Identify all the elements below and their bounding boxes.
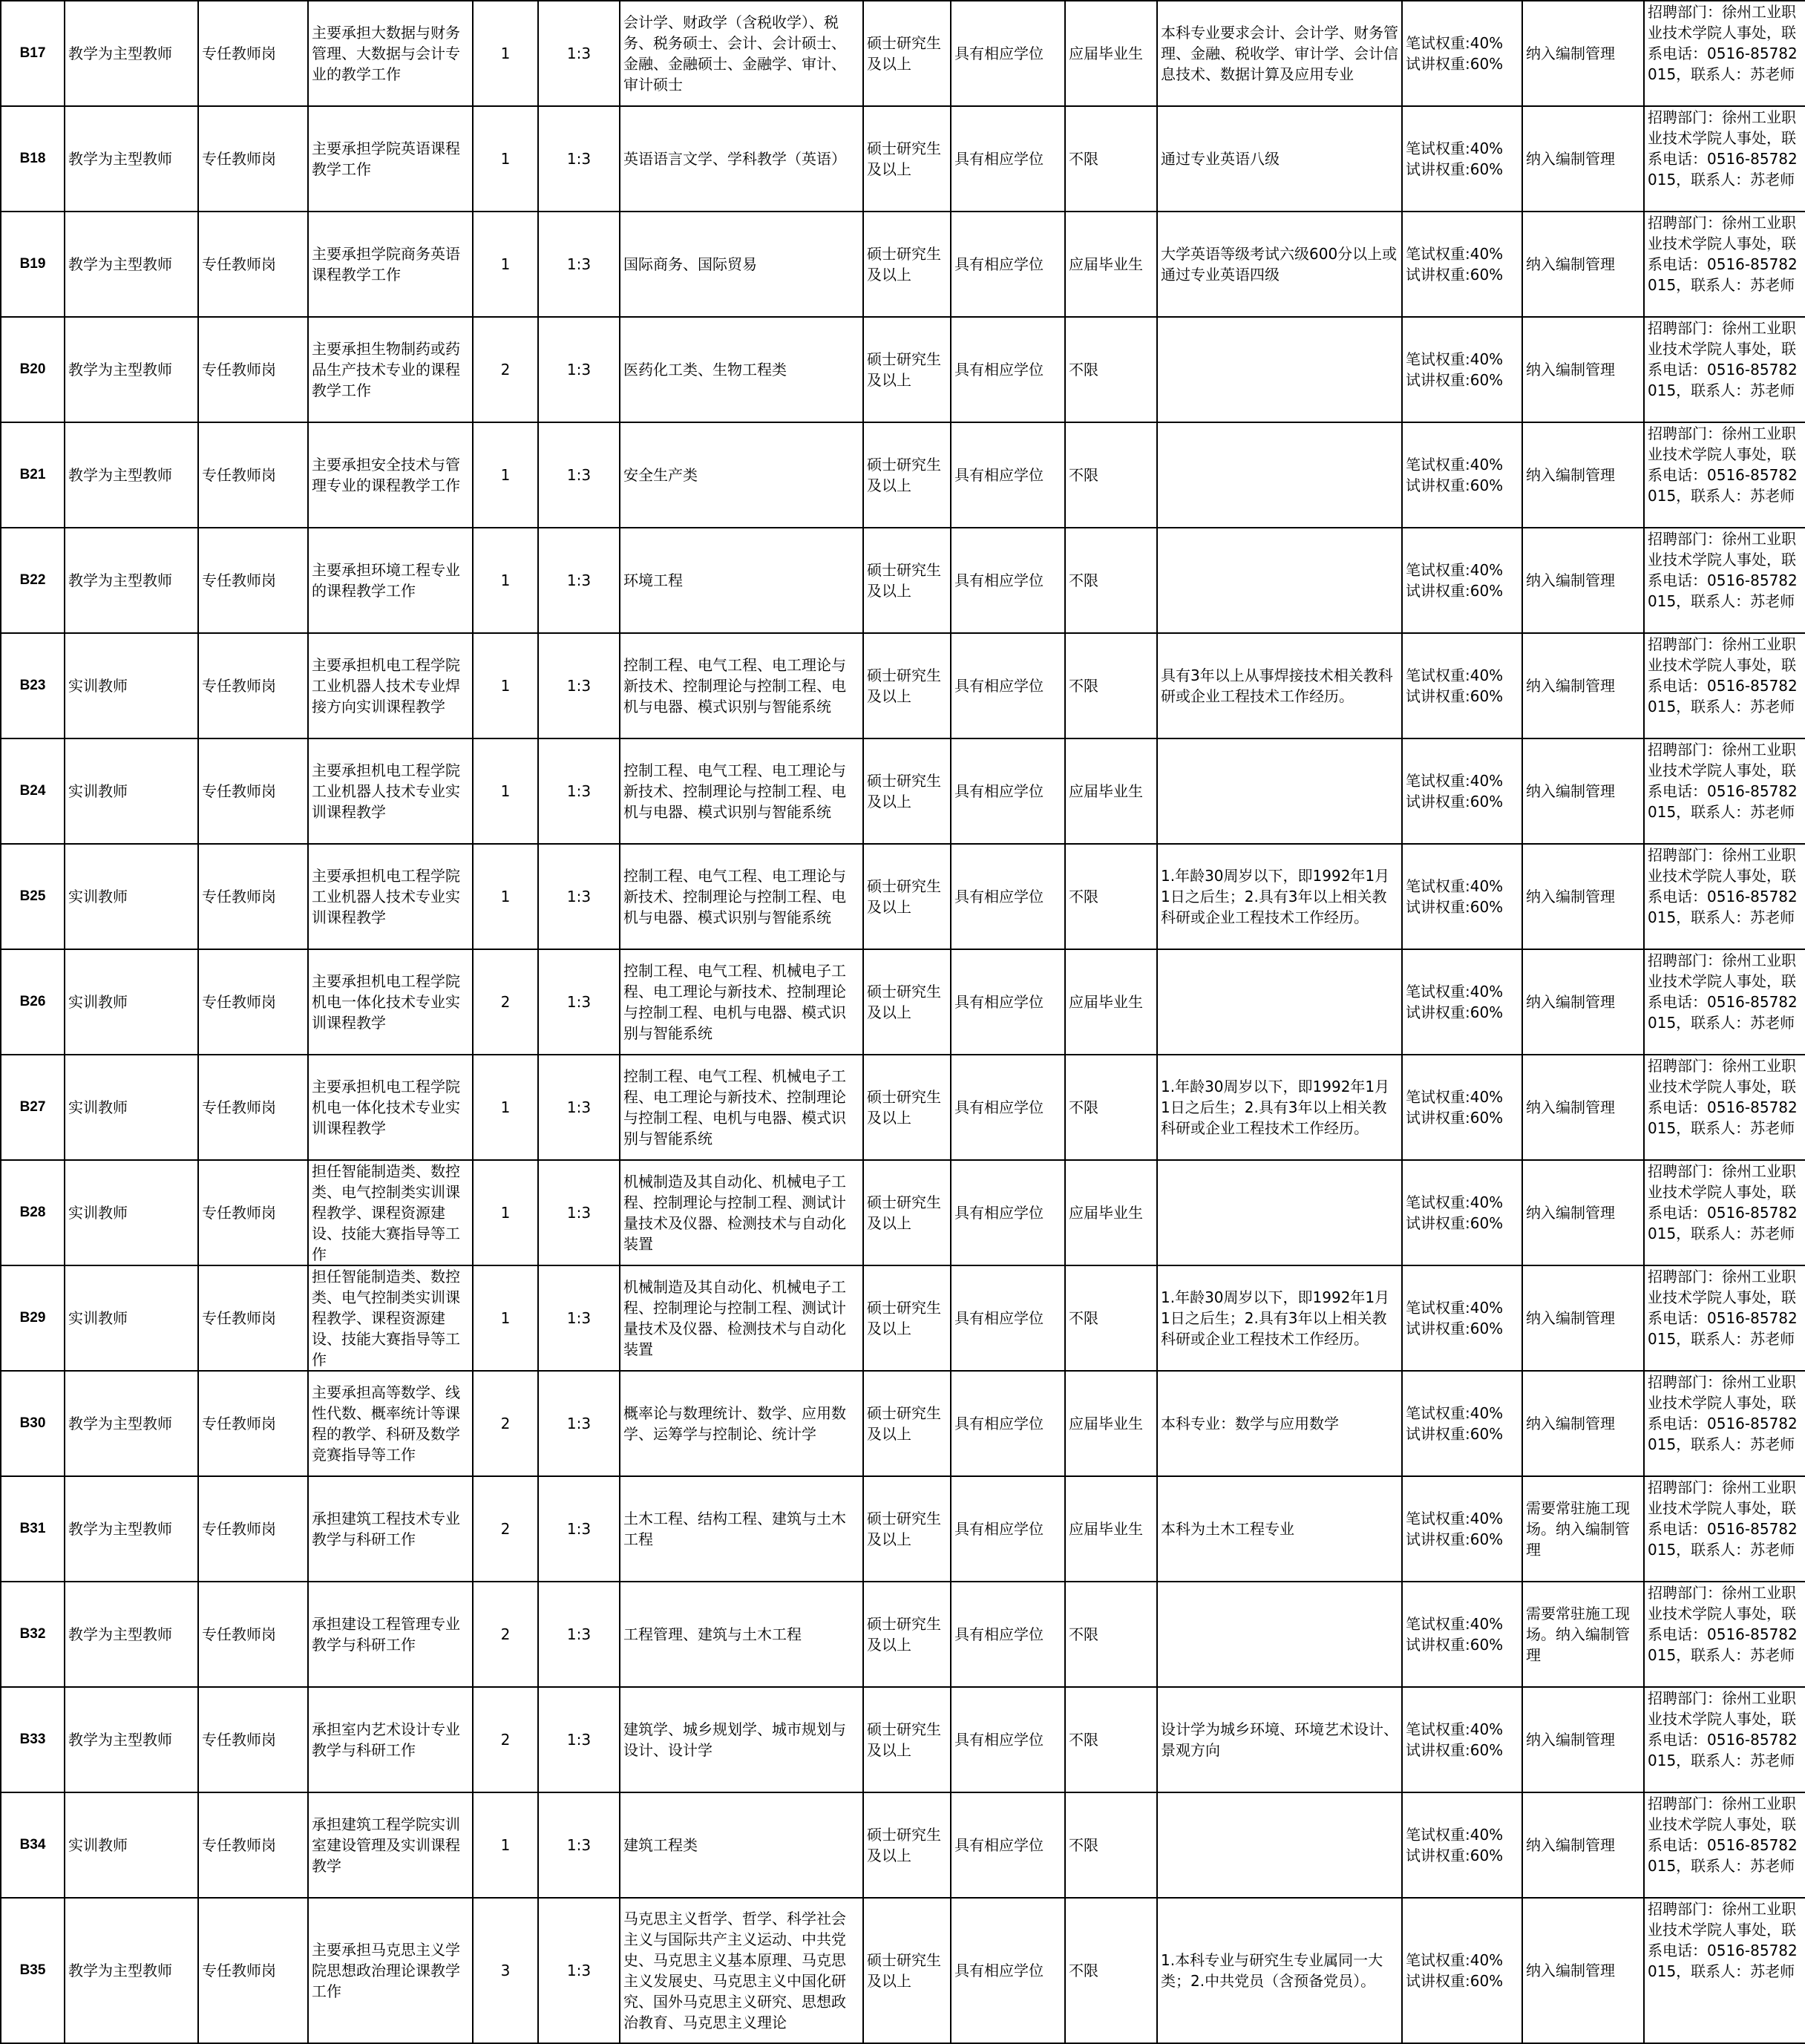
remark-cell: 纳入编制管理 — [1522, 106, 1644, 212]
degree-cell: 具有相应学位 — [951, 1898, 1065, 2043]
remark-cell: 纳入编制管理 — [1522, 844, 1644, 949]
table-row — [1, 106, 1805, 212]
table-row — [1, 738, 1805, 844]
remark-cell: 纳入编制管理 — [1522, 317, 1644, 422]
exam-weight-cell: 笔试权重:40% 试讲权重:60% — [1402, 212, 1522, 317]
job-code-cell: B29 — [1, 1265, 65, 1371]
job-code-cell: B31 — [1, 1476, 65, 1582]
other-requirements-cell — [1157, 1792, 1402, 1898]
table-row — [1, 1371, 1805, 1476]
exam-weight-cell: 笔试权重:40% 试讲权重:60% — [1402, 528, 1522, 633]
major-cell: 建筑工程类 — [620, 1792, 863, 1898]
exam-ratio-cell: 1:3 — [538, 212, 620, 317]
other-requirements-cell: 通过专业英语八级 — [1157, 106, 1402, 212]
major-cell: 控制工程、电气工程、电工理论与新技术、控制理论与控制工程、电机与电器、模式识别与智能系统 — [620, 738, 863, 844]
degree-cell: 具有相应学位 — [951, 422, 1065, 528]
major-cell: 马克思主义哲学、哲学、科学社会主义与国际共产主义运动、中共党史、马克思主义基本原理、马克思主义发展史、马克思主义中国化研究、国外马克思主义研究、思想政治教育、马克思主义理论 — [620, 1898, 863, 2043]
other-requirements-cell — [1157, 422, 1402, 528]
applicant-scope-cell: 不限 — [1065, 844, 1157, 949]
degree-cell: 具有相应学位 — [951, 949, 1065, 1055]
education-cell: 硕士研究生及以上 — [863, 1, 951, 106]
post-name-cell: 专任教师岗 — [198, 106, 308, 212]
contact-cell: 招聘部门：徐州工业职业技术学院人事处，联系电话：0516-85782015，联系人：苏老师 — [1644, 422, 1805, 528]
job-type-cell: 教学为主型教师 — [65, 1371, 198, 1476]
post-name-cell: 专任教师岗 — [198, 1582, 308, 1687]
table-row — [1, 633, 1805, 738]
applicant-scope-cell: 不限 — [1065, 422, 1157, 528]
post-name-cell: 专任教师岗 — [198, 422, 308, 528]
education-cell: 硕士研究生及以上 — [863, 317, 951, 422]
job-type-cell: 实训教师 — [65, 1055, 198, 1160]
major-cell: 控制工程、电气工程、电工理论与新技术、控制理论与控制工程、电机与电器、模式识别与智能系统 — [620, 844, 863, 949]
applicant-scope-cell: 不限 — [1065, 1792, 1157, 1898]
education-cell: 硕士研究生及以上 — [863, 106, 951, 212]
exam-ratio-cell: 1:3 — [538, 949, 620, 1055]
job-code-cell: B33 — [1, 1687, 65, 1792]
job-code-cell: B27 — [1, 1055, 65, 1160]
job-type-cell: 教学为主型教师 — [65, 1476, 198, 1582]
degree-cell: 具有相应学位 — [951, 1371, 1065, 1476]
exam-weight-cell: 笔试权重:40% 试讲权重:60% — [1402, 106, 1522, 212]
remark-cell: 纳入编制管理 — [1522, 1792, 1644, 1898]
contact-cell: 招聘部门：徐州工业职业技术学院人事处，联系电话：0516-85782015，联系人：苏老师 — [1644, 1792, 1805, 1898]
post-name-cell: 专任教师岗 — [198, 1, 308, 106]
post-name-cell: 专任教师岗 — [198, 1476, 308, 1582]
exam-ratio-cell: 1:3 — [538, 528, 620, 633]
exam-ratio-cell: 1:3 — [538, 1582, 620, 1687]
hiring-count-cell: 1 — [473, 738, 538, 844]
job-code-cell: B28 — [1, 1160, 65, 1265]
exam-ratio-cell: 1:3 — [538, 1265, 620, 1371]
exam-ratio-cell: 1:3 — [538, 1371, 620, 1476]
education-cell: 硕士研究生及以上 — [863, 1160, 951, 1265]
duty-cell: 承担建筑工程技术专业教学与科研工作 — [308, 1476, 473, 1582]
duty-cell: 主要承担机电工程学院工业机器人技术专业焊接方向实训课程教学 — [308, 633, 473, 738]
hiring-count-cell: 1 — [473, 1792, 538, 1898]
job-type-cell: 教学为主型教师 — [65, 106, 198, 212]
remark-cell: 纳入编制管理 — [1522, 633, 1644, 738]
job-code-cell: B30 — [1, 1371, 65, 1476]
remark-cell: 需要常驻施工现场。纳入编制管理 — [1522, 1476, 1644, 1582]
post-name-cell: 专任教师岗 — [198, 212, 308, 317]
job-type-cell: 教学为主型教师 — [65, 1, 198, 106]
job-type-cell: 教学为主型教师 — [65, 317, 198, 422]
exam-ratio-cell: 1:3 — [538, 1476, 620, 1582]
job-code-cell: B25 — [1, 844, 65, 949]
applicant-scope-cell: 应届毕业生 — [1065, 1371, 1157, 1476]
exam-weight-cell: 笔试权重:40% 试讲权重:60% — [1402, 844, 1522, 949]
education-cell: 硕士研究生及以上 — [863, 738, 951, 844]
applicant-scope-cell: 不限 — [1065, 317, 1157, 422]
major-cell: 控制工程、电气工程、电工理论与新技术、控制理论与控制工程、电机与电器、模式识别与智能系统 — [620, 633, 863, 738]
duty-cell: 主要承担机电工程学院工业机器人技术专业实训课程教学 — [308, 844, 473, 949]
job-code-cell: B26 — [1, 949, 65, 1055]
post-name-cell: 专任教师岗 — [198, 1792, 308, 1898]
table-row — [1, 1687, 1805, 1792]
exam-weight-cell: 笔试权重:40% 试讲权重:60% — [1402, 1582, 1522, 1687]
job-type-cell: 教学为主型教师 — [65, 422, 198, 528]
job-type-cell: 实训教师 — [65, 1792, 198, 1898]
hiring-count-cell: 1 — [473, 1265, 538, 1371]
table-row — [1, 1160, 1805, 1265]
major-cell: 土木工程、结构工程、建筑与土木工程 — [620, 1476, 863, 1582]
job-type-cell: 教学为主型教师 — [65, 1687, 198, 1792]
other-requirements-cell: 设计学为城乡环境、环境艺术设计、景观方向 — [1157, 1687, 1402, 1792]
applicant-scope-cell: 不限 — [1065, 1582, 1157, 1687]
job-code-cell: B20 — [1, 317, 65, 422]
post-name-cell: 专任教师岗 — [198, 1687, 308, 1792]
other-requirements-cell: 1.年龄30周岁以下，即1992年1月1日之后生；2.具有3年以上相关教科研或企业工程技术工作经历。 — [1157, 1055, 1402, 1160]
table-row — [1, 1265, 1805, 1371]
exam-weight-cell: 笔试权重:40% 试讲权重:60% — [1402, 1476, 1522, 1582]
exam-weight-cell: 笔试权重:40% 试讲权重:60% — [1402, 949, 1522, 1055]
major-cell: 会计学、财政学（含税收学）、税务、税务硕士、会计、会计硕士、金融、金融硕士、金融学、审计、审计硕士 — [620, 1, 863, 106]
other-requirements-cell: 1.年龄30周岁以下，即1992年1月1日之后生；2.具有3年以上相关教科研或企业工程技术工作经历。 — [1157, 1265, 1402, 1371]
exam-ratio-cell: 1:3 — [538, 844, 620, 949]
hiring-count-cell: 1 — [473, 1160, 538, 1265]
other-requirements-cell: 1.年龄30周岁以下，即1992年1月1日之后生；2.具有3年以上相关教科研或企业工程技术工作经历。 — [1157, 844, 1402, 949]
exam-ratio-cell: 1:3 — [538, 1055, 620, 1160]
job-code-cell: B35 — [1, 1898, 65, 2043]
applicant-scope-cell: 不限 — [1065, 1898, 1157, 2043]
exam-weight-cell: 笔试权重:40% 试讲权重:60% — [1402, 1160, 1522, 1265]
major-cell: 工程管理、建筑与土木工程 — [620, 1582, 863, 1687]
duty-cell: 承担建设工程管理专业教学与科研工作 — [308, 1582, 473, 1687]
table-row — [1, 844, 1805, 949]
hiring-count-cell: 1 — [473, 106, 538, 212]
other-requirements-cell: 本科专业要求会计、会计学、财务管理、金融、税收学、审计学、会计信息技术、数据计算及应用专业 — [1157, 1, 1402, 106]
contact-cell: 招聘部门：徐州工业职业技术学院人事处，联系电话：0516-85782015，联系人：苏老师 — [1644, 1687, 1805, 1792]
applicant-scope-cell: 不限 — [1065, 528, 1157, 633]
job-code-cell: B19 — [1, 212, 65, 317]
post-name-cell: 专任教师岗 — [198, 1055, 308, 1160]
post-name-cell: 专任教师岗 — [198, 1371, 308, 1476]
post-name-cell: 专任教师岗 — [198, 633, 308, 738]
exam-weight-cell: 笔试权重:40% 试讲权重:60% — [1402, 1792, 1522, 1898]
remark-cell: 纳入编制管理 — [1522, 1265, 1644, 1371]
degree-cell: 具有相应学位 — [951, 738, 1065, 844]
contact-cell: 招聘部门：徐州工业职业技术学院人事处，联系电话：0516-85782015，联系人：苏老师 — [1644, 1476, 1805, 1582]
exam-weight-cell: 笔试权重:40% 试讲权重:60% — [1402, 1265, 1522, 1371]
education-cell: 硕士研究生及以上 — [863, 949, 951, 1055]
table-row — [1, 212, 1805, 317]
hiring-count-cell: 2 — [473, 317, 538, 422]
contact-cell: 招聘部门：徐州工业职业技术学院人事处，联系电话：0516-85782015，联系人：苏老师 — [1644, 1582, 1805, 1687]
degree-cell: 具有相应学位 — [951, 633, 1065, 738]
job-type-cell: 实训教师 — [65, 1160, 198, 1265]
major-cell: 机械制造及其自动化、机械电子工程、控制理论与控制工程、测试计量技术及仪器、检测技术与自动化装置 — [620, 1265, 863, 1371]
exam-weight-cell: 笔试权重:40% 试讲权重:60% — [1402, 1055, 1522, 1160]
education-cell: 硕士研究生及以上 — [863, 422, 951, 528]
post-name-cell: 专任教师岗 — [198, 1898, 308, 2043]
exam-ratio-cell: 1:3 — [538, 106, 620, 212]
applicant-scope-cell: 应届毕业生 — [1065, 949, 1157, 1055]
post-name-cell: 专任教师岗 — [198, 949, 308, 1055]
degree-cell: 具有相应学位 — [951, 1687, 1065, 1792]
other-requirements-cell: 本科为土木工程专业 — [1157, 1476, 1402, 1582]
applicant-scope-cell: 不限 — [1065, 1687, 1157, 1792]
hiring-count-cell: 2 — [473, 949, 538, 1055]
degree-cell: 具有相应学位 — [951, 1265, 1065, 1371]
major-cell: 安全生产类 — [620, 422, 863, 528]
applicant-scope-cell: 不限 — [1065, 1055, 1157, 1160]
hiring-count-cell: 2 — [473, 1582, 538, 1687]
education-cell: 硕士研究生及以上 — [863, 633, 951, 738]
remark-cell: 纳入编制管理 — [1522, 1055, 1644, 1160]
exam-weight-cell: 笔试权重:40% 试讲权重:60% — [1402, 1, 1522, 106]
contact-cell: 招聘部门：徐州工业职业技术学院人事处，联系电话：0516-85782015，联系人：苏老师 — [1644, 212, 1805, 317]
job-code-cell: B17 — [1, 1, 65, 106]
duty-cell: 主要承担生物制药或药品生产技术专业的课程教学工作 — [308, 317, 473, 422]
contact-cell: 招聘部门：徐州工业职业技术学院人事处，联系电话：0516-85782015，联系人：苏老师 — [1644, 1160, 1805, 1265]
major-cell: 机械制造及其自动化、机械电子工程、控制理论与控制工程、测试计量技术及仪器、检测技术与自动化装置 — [620, 1160, 863, 1265]
applicant-scope-cell: 应届毕业生 — [1065, 738, 1157, 844]
duty-cell: 主要承担学院英语课程教学工作 — [308, 106, 473, 212]
remark-cell: 纳入编制管理 — [1522, 1898, 1644, 2043]
education-cell: 硕士研究生及以上 — [863, 1582, 951, 1687]
education-cell: 硕士研究生及以上 — [863, 1265, 951, 1371]
education-cell: 硕士研究生及以上 — [863, 212, 951, 317]
major-cell: 医药化工类、生物工程类 — [620, 317, 863, 422]
job-code-cell: B24 — [1, 738, 65, 844]
remark-cell: 需要常驻施工现场。纳入编制管理 — [1522, 1582, 1644, 1687]
job-type-cell: 实训教师 — [65, 633, 198, 738]
job-code-cell: B23 — [1, 633, 65, 738]
major-cell: 控制工程、电气工程、机械电子工程、电工理论与新技术、控制理论与控制工程、电机与电器、模式识别与智能系统 — [620, 1055, 863, 1160]
degree-cell: 具有相应学位 — [951, 528, 1065, 633]
exam-ratio-cell: 1:3 — [538, 738, 620, 844]
table-row — [1, 1792, 1805, 1898]
remark-cell: 纳入编制管理 — [1522, 1, 1644, 106]
exam-weight-cell: 笔试权重:40% 试讲权重:60% — [1402, 1687, 1522, 1792]
job-code-cell: B32 — [1, 1582, 65, 1687]
remark-cell: 纳入编制管理 — [1522, 1160, 1644, 1265]
exam-weight-cell: 笔试权重:40% 试讲权重:60% — [1402, 1898, 1522, 2043]
hiring-count-cell: 1 — [473, 1055, 538, 1160]
post-name-cell: 专任教师岗 — [198, 317, 308, 422]
degree-cell: 具有相应学位 — [951, 106, 1065, 212]
major-cell: 英语语言文学、学科教学（英语） — [620, 106, 863, 212]
remark-cell: 纳入编制管理 — [1522, 949, 1644, 1055]
duty-cell: 主要承担学院商务英语课程教学工作 — [308, 212, 473, 317]
major-cell: 环境工程 — [620, 528, 863, 633]
other-requirements-cell: 本科专业：数学与应用数学 — [1157, 1371, 1402, 1476]
exam-ratio-cell: 1:3 — [538, 633, 620, 738]
contact-cell: 招聘部门：徐州工业职业技术学院人事处，联系电话：0516-85782015，联系人：苏老师 — [1644, 1265, 1805, 1371]
table-row — [1, 1, 1805, 106]
degree-cell: 具有相应学位 — [951, 1160, 1065, 1265]
education-cell: 硕士研究生及以上 — [863, 1371, 951, 1476]
duty-cell: 主要承担大数据与财务管理、大数据与会计专业的教学工作 — [308, 1, 473, 106]
remark-cell: 纳入编制管理 — [1522, 1371, 1644, 1476]
job-type-cell: 实训教师 — [65, 949, 198, 1055]
duty-cell: 担任智能制造类、数控类、电气控制类实训课程教学、课程资源建设、技能大赛指导等工作 — [308, 1160, 473, 1265]
degree-cell: 具有相应学位 — [951, 1582, 1065, 1687]
degree-cell: 具有相应学位 — [951, 1476, 1065, 1582]
major-cell: 控制工程、电气工程、机械电子工程、电工理论与新技术、控制理论与控制工程、电机与电器、模式识别与智能系统 — [620, 949, 863, 1055]
hiring-count-cell: 1 — [473, 212, 538, 317]
contact-cell: 招聘部门：徐州工业职业技术学院人事处，联系电话：0516-85782015，联系人：苏老师 — [1644, 633, 1805, 738]
duty-cell: 承担建筑工程学院实训室建设管理及实训课程教学 — [308, 1792, 473, 1898]
post-name-cell: 专任教师岗 — [198, 844, 308, 949]
table-row — [1, 422, 1805, 528]
duty-cell: 主要承担机电工程学院机电一体化技术专业实训课程教学 — [308, 1055, 473, 1160]
contact-cell: 招聘部门：徐州工业职业技术学院人事处，联系电话：0516-85782015，联系人：苏老师 — [1644, 949, 1805, 1055]
exam-weight-cell: 笔试权重:40% 试讲权重:60% — [1402, 633, 1522, 738]
exam-ratio-cell: 1:3 — [538, 1160, 620, 1265]
education-cell: 硕士研究生及以上 — [863, 1792, 951, 1898]
exam-ratio-cell: 1:3 — [538, 1687, 620, 1792]
hiring-count-cell: 3 — [473, 1898, 538, 2043]
exam-weight-cell: 笔试权重:40% 试讲权重:60% — [1402, 422, 1522, 528]
table-row — [1, 317, 1805, 422]
contact-cell: 招聘部门：徐州工业职业技术学院人事处，联系电话：0516-85782015，联系人：苏老师 — [1644, 1, 1805, 106]
degree-cell: 具有相应学位 — [951, 1, 1065, 106]
contact-cell: 招聘部门：徐州工业职业技术学院人事处，联系电话：0516-85782015，联系人：苏老师 — [1644, 1898, 1805, 2043]
job-type-cell: 教学为主型教师 — [65, 212, 198, 317]
job-type-cell: 实训教师 — [65, 844, 198, 949]
contact-cell: 招聘部门：徐州工业职业技术学院人事处，联系电话：0516-85782015，联系人：苏老师 — [1644, 106, 1805, 212]
applicant-scope-cell: 不限 — [1065, 633, 1157, 738]
contact-cell: 招聘部门：徐州工业职业技术学院人事处，联系电话：0516-85782015，联系人：苏老师 — [1644, 738, 1805, 844]
job-type-cell: 教学为主型教师 — [65, 1898, 198, 2043]
other-requirements-cell — [1157, 1160, 1402, 1265]
education-cell: 硕士研究生及以上 — [863, 1687, 951, 1792]
job-code-cell: B34 — [1, 1792, 65, 1898]
job-type-cell: 教学为主型教师 — [65, 528, 198, 633]
major-cell: 国际商务、国际贸易 — [620, 212, 863, 317]
exam-ratio-cell: 1:3 — [538, 1898, 620, 2043]
education-cell: 硕士研究生及以上 — [863, 1055, 951, 1160]
other-requirements-cell: 1.本科专业与研究生专业属同一大类；2.中共党员（含预备党员）。 — [1157, 1898, 1402, 2043]
post-name-cell: 专任教师岗 — [198, 1160, 308, 1265]
hiring-count-cell: 1 — [473, 528, 538, 633]
applicant-scope-cell: 应届毕业生 — [1065, 1160, 1157, 1265]
job-code-cell: B22 — [1, 528, 65, 633]
duty-cell: 担任智能制造类、数控类、电气控制类实训课程教学、课程资源建设、技能大赛指导等工作 — [308, 1265, 473, 1371]
job-type-cell: 实训教师 — [65, 738, 198, 844]
degree-cell: 具有相应学位 — [951, 844, 1065, 949]
remark-cell: 纳入编制管理 — [1522, 738, 1644, 844]
applicant-scope-cell: 不限 — [1065, 1265, 1157, 1371]
duty-cell: 承担室内艺术设计专业教学与科研工作 — [308, 1687, 473, 1792]
post-name-cell: 专任教师岗 — [198, 528, 308, 633]
job-code-cell: B21 — [1, 422, 65, 528]
applicant-scope-cell: 应届毕业生 — [1065, 212, 1157, 317]
contact-cell: 招聘部门：徐州工业职业技术学院人事处，联系电话：0516-85782015，联系人：苏老师 — [1644, 317, 1805, 422]
applicant-scope-cell: 不限 — [1065, 106, 1157, 212]
contact-cell: 招聘部门：徐州工业职业技术学院人事处，联系电话：0516-85782015，联系人：苏老师 — [1644, 528, 1805, 633]
exam-ratio-cell: 1:3 — [538, 422, 620, 528]
exam-ratio-cell: 1:3 — [538, 1, 620, 106]
duty-cell: 主要承担高等数学、线性代数、概率统计等课程的教学、科研及数学竞赛指导等工作 — [308, 1371, 473, 1476]
table-row — [1, 1582, 1805, 1687]
contact-cell: 招聘部门：徐州工业职业技术学院人事处，联系电话：0516-85782015，联系人：苏老师 — [1644, 1371, 1805, 1476]
hiring-count-cell: 2 — [473, 1371, 538, 1476]
hiring-count-cell: 1 — [473, 633, 538, 738]
hiring-count-cell: 1 — [473, 1, 538, 106]
major-cell: 概率论与数理统计、数学、应用数学、运筹学与控制论、统计学 — [620, 1371, 863, 1476]
other-requirements-cell — [1157, 317, 1402, 422]
remark-cell: 纳入编制管理 — [1522, 1687, 1644, 1792]
degree-cell: 具有相应学位 — [951, 1792, 1065, 1898]
table-row — [1, 1898, 1805, 2043]
contact-cell: 招聘部门：徐州工业职业技术学院人事处，联系电话：0516-85782015，联系人：苏老师 — [1644, 844, 1805, 949]
hiring-count-cell: 1 — [473, 422, 538, 528]
education-cell: 硕士研究生及以上 — [863, 1898, 951, 2043]
duty-cell: 主要承担安全技术与管理专业的课程教学工作 — [308, 422, 473, 528]
degree-cell: 具有相应学位 — [951, 317, 1065, 422]
job-type-cell: 教学为主型教师 — [65, 1582, 198, 1687]
hiring-count-cell: 1 — [473, 844, 538, 949]
other-requirements-cell — [1157, 949, 1402, 1055]
degree-cell: 具有相应学位 — [951, 1055, 1065, 1160]
duty-cell: 主要承担机电工程学院工业机器人技术专业实训课程教学 — [308, 738, 473, 844]
education-cell: 硕士研究生及以上 — [863, 844, 951, 949]
education-cell: 硕士研究生及以上 — [863, 528, 951, 633]
applicant-scope-cell: 应届毕业生 — [1065, 1, 1157, 106]
applicant-scope-cell: 应届毕业生 — [1065, 1476, 1157, 1582]
post-name-cell: 专任教师岗 — [198, 738, 308, 844]
duty-cell: 主要承担机电工程学院机电一体化技术专业实训课程教学 — [308, 949, 473, 1055]
remark-cell: 纳入编制管理 — [1522, 422, 1644, 528]
exam-weight-cell: 笔试权重:40% 试讲权重:60% — [1402, 1371, 1522, 1476]
exam-ratio-cell: 1:3 — [538, 1792, 620, 1898]
duty-cell: 主要承担马克思主义学院思想政治理论课教学工作 — [308, 1898, 473, 2043]
other-requirements-cell — [1157, 1582, 1402, 1687]
education-cell: 硕士研究生及以上 — [863, 1476, 951, 1582]
duty-cell: 主要承担环境工程专业的课程教学工作 — [308, 528, 473, 633]
table-row — [1, 1055, 1805, 1160]
contact-cell: 招聘部门：徐州工业职业技术学院人事处，联系电话：0516-85782015，联系人：苏老师 — [1644, 1055, 1805, 1160]
exam-ratio-cell: 1:3 — [538, 317, 620, 422]
other-requirements-cell: 具有3年以上从事焊接技术相关教科研或企业工程技术工作经历。 — [1157, 633, 1402, 738]
exam-weight-cell: 笔试权重:40% 试讲权重:60% — [1402, 317, 1522, 422]
table-row — [1, 949, 1805, 1055]
table-row — [1, 1476, 1805, 1582]
other-requirements-cell: 大学英语等级考试六级600分以上或通过专业英语四级 — [1157, 212, 1402, 317]
job-code-cell: B18 — [1, 106, 65, 212]
table-row — [1, 528, 1805, 633]
major-cell: 建筑学、城乡规划学、城市规划与设计、设计学 — [620, 1687, 863, 1792]
remark-cell: 纳入编制管理 — [1522, 212, 1644, 317]
exam-weight-cell: 笔试权重:40% 试讲权重:60% — [1402, 738, 1522, 844]
hiring-count-cell: 2 — [473, 1476, 538, 1582]
job-type-cell: 实训教师 — [65, 1265, 198, 1371]
table-body — [1, 1, 1805, 2043]
hiring-count-cell: 2 — [473, 1687, 538, 1792]
other-requirements-cell — [1157, 528, 1402, 633]
degree-cell: 具有相应学位 — [951, 212, 1065, 317]
post-name-cell: 专任教师岗 — [198, 1265, 308, 1371]
other-requirements-cell — [1157, 738, 1402, 844]
remark-cell: 纳入编制管理 — [1522, 528, 1644, 633]
